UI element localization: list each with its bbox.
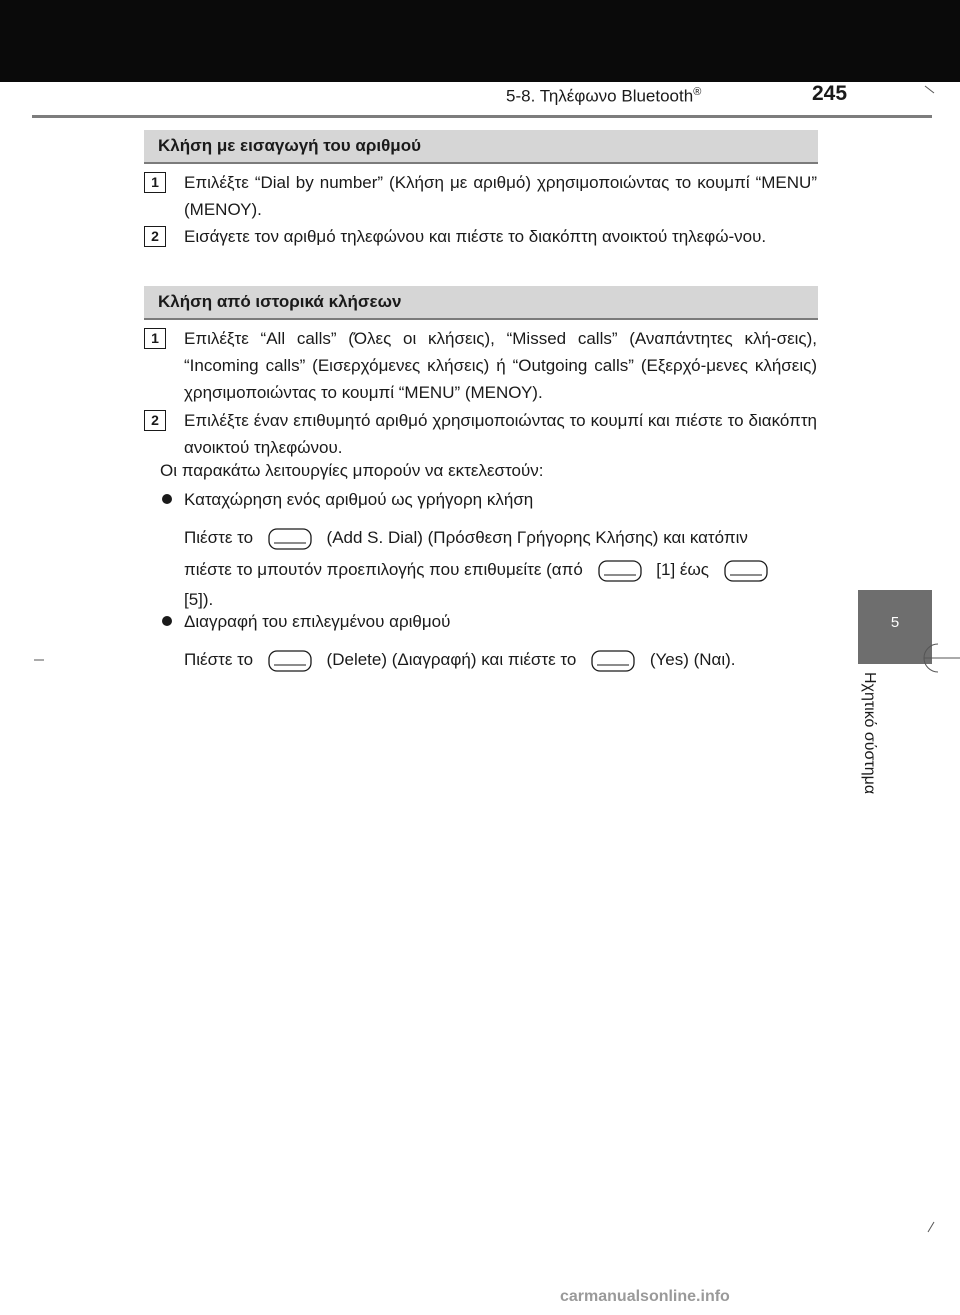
add-speed-dial-button-icon: [268, 528, 312, 550]
speed-dial-line-3: [5]).: [184, 590, 214, 609]
section-heading-call-history: Κλήση από ιστορικά κλήσεων: [144, 286, 818, 320]
step-badge: 2: [144, 410, 166, 431]
preset-5-button-icon: [724, 560, 768, 582]
functions-intro: Οι παρακάτω λειτουργίες μπορούν να εκτελεστούν:: [160, 461, 544, 480]
speed-dial-line-1: Πιέστε το (Add S. Dial) (Πρόσθεση Γρήγορης Κλήσης) και κατόπιν: [184, 524, 818, 551]
step-text: Επιλέξτε έναν επιθυμητό αριθμό χρησιμοποιώντας το κουμπί και πιέστε το διακόπτη ανοικτού τηλεφώνου.: [184, 411, 817, 457]
step-text: Εισάγετε τον αριθμό τηλεφώνου και πιέστε το διακόπτη ανοικτού τηλεφώ-νου.: [184, 227, 767, 246]
step-text: Επιλέξτε “Dial by number” (Κλήση με αριθμό) χρησιμοποιώντας το κουμπί “MENU” (ΜΕΝΟΥ).: [184, 173, 817, 219]
page-number: 245: [812, 82, 848, 105]
delete-line: Πιέστε το (Delete) (Διαγραφή) και πιέστε το (Yes) (Ναι).: [184, 646, 736, 673]
chapter-tab-number: 5: [890, 614, 900, 631]
speed-dial-line-2: πιέστε το μπουτόν προεπιλογής που επιθυμείτε (από [1] έως: [184, 556, 772, 583]
bullet-speed-dial-title: Καταχώρηση ενός αριθμού ως γρήγορη κλήση: [184, 486, 533, 513]
bullet-delete-title: Διαγραφή του επιλεγμένου αριθμού: [184, 608, 450, 635]
step-badge: 1: [144, 172, 166, 193]
section-heading-dial-number: Κλήση με εισαγωγή του αριθμού: [144, 130, 818, 164]
step-badge: 1: [144, 328, 166, 349]
chapter-title: 5-8. Τηλέφωνο Bluetooth®: [506, 86, 702, 106]
preset-1-button-icon: [598, 560, 642, 582]
step-text: Επιλέξτε “All calls” (Όλες οι κλήσεις), “Missed calls” (Αναπάντητες κλή-σεις), “Incoming calls” (Εισερχόμενες κλήσεις) ή “Outgoing calls” (Εξερχό-μενες κλήσεις) χρησιμοποιώντας το κουμπί “MENU” (ΜΕΝΟΥ).: [184, 329, 817, 402]
chapter-tab-label: Ηχητικό σύστημα: [861, 672, 878, 795]
delete-button-icon: [268, 650, 312, 672]
step-badge: 2: [144, 226, 166, 247]
yes-button-icon: [591, 650, 635, 672]
registered-mark: ®: [693, 86, 702, 98]
watermark-link[interactable]: carmanualsonline.info: [560, 1288, 730, 1305]
